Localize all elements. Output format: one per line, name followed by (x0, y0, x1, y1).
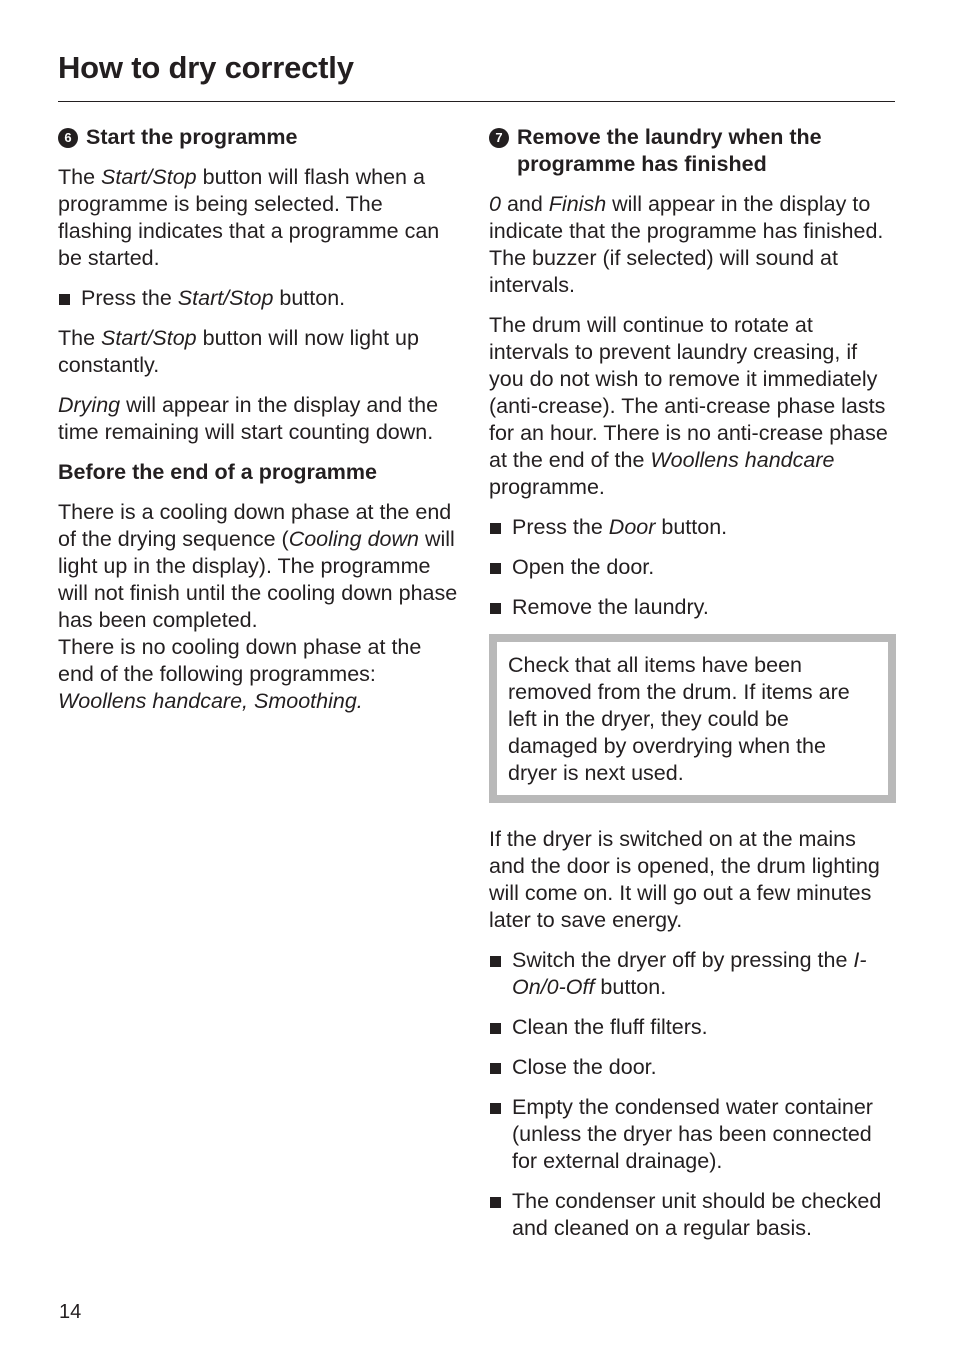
section-subheading: Before the end of a programme (58, 460, 377, 484)
text-run: will appear in the display to indicate that the programme has finished. The buzzer (if selected) will sound at intervals. (489, 192, 884, 297)
square-bullet-icon (59, 294, 70, 305)
left-column (58, 124, 458, 728)
list-item (489, 947, 897, 1001)
text-run: programme. (489, 475, 605, 499)
square-bullet-icon (490, 1063, 501, 1074)
cooling-down-paragraph (58, 499, 458, 634)
right-column (489, 124, 897, 1255)
no-cooling-paragraph (58, 634, 458, 715)
page-number: 14 (59, 1301, 82, 1323)
text-run: The (58, 326, 102, 350)
list-item (489, 514, 897, 541)
square-bullet-icon (490, 523, 501, 534)
text-run: Press the (512, 515, 609, 539)
text-run: button will now light up constantly. (58, 326, 419, 377)
text-run: button will flash when a programme is being selected. The flashing indicates that a programme can be started. (58, 165, 440, 270)
list-item (489, 594, 897, 621)
drying-paragraph (58, 392, 458, 446)
square-bullet-icon (490, 1023, 501, 1034)
list-item-text: Remove the laundry. (512, 595, 709, 619)
list-item-text: The condenser unit should be checked and cleaned on a regular basis. (512, 1189, 882, 1240)
step-6-heading (58, 124, 458, 151)
text-run: There is a cooling down phase at the end of the drying sequence ( (58, 500, 452, 551)
text-run: and (500, 192, 549, 216)
text-run: button. (655, 515, 728, 539)
list-item (489, 1188, 897, 1242)
list-item-text: Close the door. (512, 1055, 657, 1079)
display-zero-term: 0 (489, 192, 501, 216)
square-bullet-icon (490, 956, 501, 967)
drying-term: Drying (58, 393, 121, 417)
anti-crease-paragraph (489, 312, 897, 501)
programme-names: Woollens handcare, Smoothing. (58, 689, 363, 713)
text-run: will light up in the display). The programme will not finish until the cooling down phase has been completed. (58, 527, 458, 632)
text-run: The (58, 165, 102, 189)
list-item-text: Clean the fluff filters. (512, 1015, 708, 1039)
text-run: The drum will continue to rotate at intervals to prevent laundry creasing, if you do not wish to remove it immediately (anti-crease). The anti-crease phase lasts for an hour. There is no anti-crease phase at the end of the (489, 313, 888, 472)
light-up-paragraph (58, 325, 458, 379)
text-run: will appear in the display and the time remaining will start counting down. (58, 393, 439, 444)
list-item-text: Open the door. (512, 555, 655, 579)
door-term: Door (608, 515, 656, 539)
list-item-text (512, 514, 897, 541)
start-stop-flash-paragraph (58, 164, 458, 272)
square-bullet-icon (490, 1197, 501, 1208)
square-bullet-icon (490, 603, 501, 614)
warning-note-text: Check that all items have been removed from the drum. If items are left in the dryer, they could be damaged by overdrying when the dryer is next used. (508, 653, 850, 785)
title-divider (58, 101, 895, 102)
power-button-term: I-On/0-Off (512, 948, 867, 999)
square-bullet-icon (490, 563, 501, 574)
page-title: How to dry correctly (58, 50, 354, 85)
text-run: button. (594, 975, 667, 999)
list-item (489, 1094, 897, 1175)
list-item (489, 1014, 897, 1041)
step-7-number-badge: 7 (489, 128, 509, 148)
list-item-text (81, 285, 458, 312)
programme-name: Woollens handcare (650, 448, 835, 472)
square-bullet-icon (490, 1103, 501, 1114)
finish-term: Finish (548, 192, 607, 216)
warning-note-box (489, 634, 896, 803)
start-stop-term: Start/Stop (101, 165, 197, 189)
list-item (58, 285, 458, 312)
text-run: Switch the dryer off by pressing the (512, 948, 854, 972)
step-7-title: Remove the laundry when the programme has finished (517, 125, 822, 176)
text-run: button. (273, 286, 346, 310)
start-stop-term: Start/Stop (177, 286, 274, 310)
finish-paragraph (489, 191, 897, 299)
cooling-down-term: Cooling down (288, 527, 419, 551)
step-6-title: Start the programme (86, 125, 298, 149)
text-run: Press the (81, 286, 178, 310)
step-7-heading (489, 124, 897, 178)
list-item-text: Empty the condensed water container (unless the dryer has been connected for external drainage). (512, 1095, 873, 1173)
start-stop-term: Start/Stop (101, 326, 197, 350)
step-6-number-badge: 6 (58, 128, 78, 148)
list-item-text (512, 947, 897, 1001)
text-run: There is no cooling down phase at the end of the following programmes: (58, 635, 422, 686)
drum-lighting-paragraph: If the dryer is switched on at the mains and the door is opened, the drum lighting will come on. It will go out a few minutes later to save energy. (489, 827, 880, 932)
list-item (489, 1054, 897, 1081)
list-item (489, 554, 897, 581)
